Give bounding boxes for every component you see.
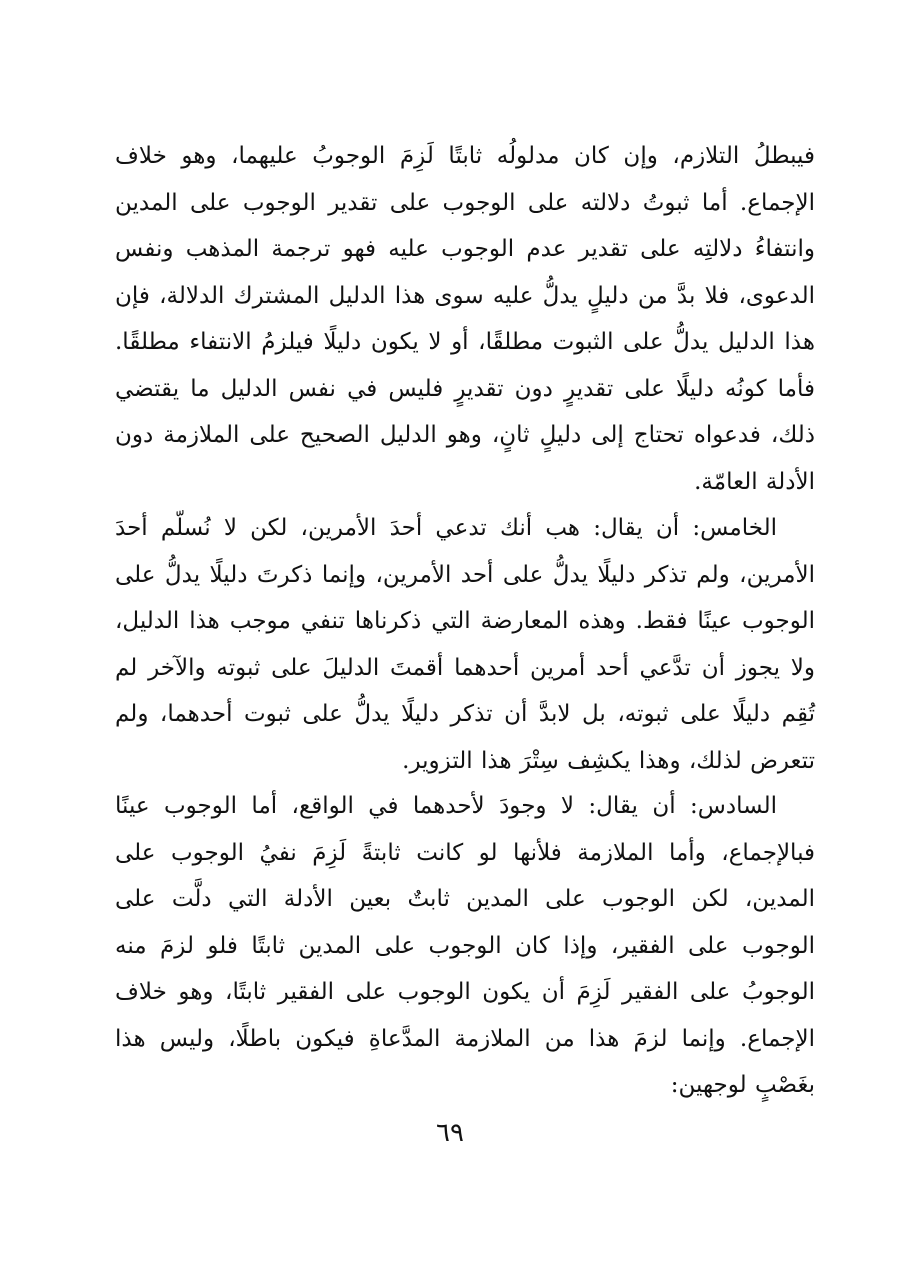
paragraph-fifth-objection: الخامس: أن يقال: هب أنك تدعي أحدَ الأمرين، لكن لا نُسلّم أحدَ الأمرين، ولم تذكر دليلًا يدلُّ على أحد الأمرين، وإنما ذكرتَ دليلًا يدلُّ على الوجوب عينًا فقط. وهذه المعارضة التي ذكرناها تنفي موجب هذا الدليل، ولا يجوز أن تدَّعي أحد أمرين أحدهما أقمتَ الدليلَ على ثبوته والآخر لم تُقِم دليلًا على ثبوته، بل لابدَّ أن تذكر دليلًا يدلُّ على ثبوت أحدهما، ولم تتعرض لذلك، وهذا يكشِف سِتْرَ هذا التزوير. (115, 515, 815, 774)
page-number: ٦٩ (436, 1118, 464, 1148)
paragraph-sixth-objection: السادس: أن يقال: لا وجودَ لأحدهما في الواقع، أما الوجوب عينًا فبالإجماع، وأما الملازمة فلأنها لو كانت ثابتةً لَزِمَ نفيُ الوجوب على المدين، لكن الوجوب على المدين ثابتٌ بعين الأدلة التي دلَّت على الوجوب على الفقير، وإذا كان الوجوب على المدين ثابتًا فلو لزمَ منه الوجوبُ على الفقير لَزِمَ أن يكون الوجوب على الفقير ثابتًا، وهو خلاف الإجماع. وإنما لزمَ هذا من الملازمة المدَّعاةِ فيكون باطلًا، وليس هذا بغَصْبٍ لوجهين: (115, 793, 815, 1098)
paragraph-continuation: فيبطلُ التلازم، وإن كان مدلولُه ثابتًا لَزِمَ الوجوبُ عليهما، وهو خلاف الإجماع. أما ثبوتُ دلالته على الوجوب على تقدير الوجوب على المدين وانتفاءُ دلالتِه على تقدير عدم الوجوب عليه فهو ترجمة المذهب ونفس الدعوى، فلا بدَّ من دليلٍ يدلُّ عليه سوى هذا الدليل المشترك الدلالة، فإن هذا الدليل يدلُّ على الثبوت مطلقًا، أو لا يكون دليلًا فيلزمُ الانتفاء مطلقًا. فأما كونُه دليلًا على تقديرٍ دون تقديرٍ فليس في نفس الدليل ما يقتضي ذلك، فدعواه تحتاج إلى دليلٍ ثانٍ، وهو الدليل الصحيح على الملازمة دون الأدلة العامّة. (115, 143, 815, 495)
